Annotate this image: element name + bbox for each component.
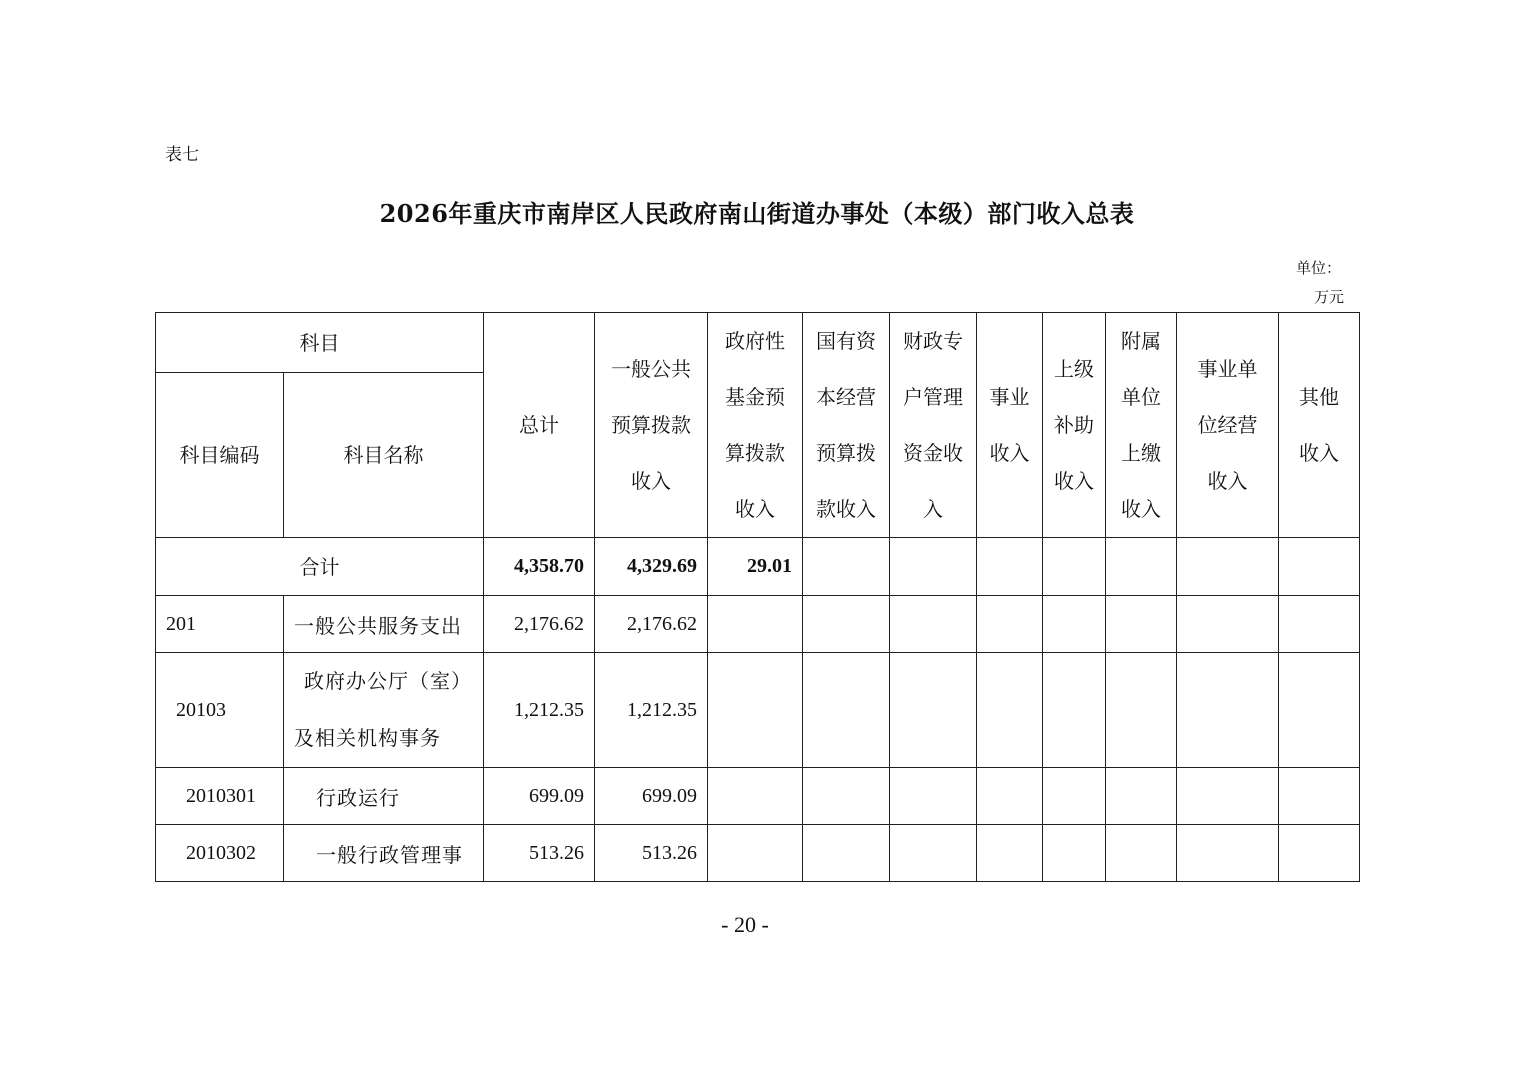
header-line: 事业单: [1197, 357, 1258, 381]
table-row: [156, 768, 1360, 825]
empty-cell: [1106, 768, 1177, 825]
total-cell: 4,358.70: [484, 538, 595, 596]
empty-cell: [1279, 768, 1360, 825]
empty-cell: [708, 653, 803, 768]
row-name-line: 及相关机构事务: [294, 726, 441, 750]
header-line: 算拨款: [725, 441, 785, 465]
row-code: 2010302: [156, 825, 284, 882]
header-line: 收入: [1299, 441, 1339, 465]
empty-cell: [1279, 538, 1360, 596]
unit-value: 万元: [1314, 288, 1345, 306]
header-business-income: [977, 313, 1043, 538]
header-line: 收入: [735, 497, 775, 521]
header-gov-fund: [708, 313, 803, 538]
empty-cell: [890, 825, 977, 882]
header-line: 国有资: [816, 329, 876, 353]
empty-cell: [977, 596, 1043, 653]
table-row: [156, 653, 1360, 768]
header-line: 收入: [989, 441, 1030, 465]
header-line: 收入: [1121, 497, 1161, 521]
total-row: [156, 538, 1360, 596]
empty-cell: [1177, 768, 1279, 825]
row-name: 一般行政管理事: [284, 825, 484, 882]
empty-cell: [708, 825, 803, 882]
total-gov-fund: 29.01: [708, 538, 803, 596]
empty-cell: [1279, 596, 1360, 653]
unit-label: 单位：: [1296, 259, 1342, 277]
table-row: [156, 596, 1360, 653]
row-general-budget: 699.09: [595, 768, 708, 825]
empty-cell: [1177, 825, 1279, 882]
empty-cell: [977, 538, 1043, 596]
header-line: 其他: [1299, 385, 1339, 409]
header-affiliated-payment: [1106, 313, 1177, 538]
empty-cell: [1043, 825, 1106, 882]
header-line: 政府性: [725, 329, 785, 353]
empty-cell: [1177, 653, 1279, 768]
empty-cell: [803, 596, 890, 653]
header-subject: 科目: [156, 313, 484, 373]
row-name: 一般公共服务支出: [284, 596, 484, 653]
empty-cell: [1177, 538, 1279, 596]
income-summary-table: [155, 312, 1360, 882]
header-business-operation: [1177, 313, 1279, 538]
header-line: 入: [923, 497, 943, 521]
header-line: 收入: [1207, 469, 1248, 493]
empty-cell: [1106, 538, 1177, 596]
table-row: [156, 825, 1360, 882]
header-total: 总计: [484, 313, 595, 538]
row-total: 2,176.62: [484, 596, 595, 653]
empty-cell: [1043, 653, 1106, 768]
header-subject-code: 科目编码: [156, 373, 284, 538]
row-code: 20103: [156, 653, 284, 768]
header-line: 事业: [989, 385, 1030, 409]
empty-cell: [890, 596, 977, 653]
header-subject-name: 科目名称: [284, 373, 484, 538]
empty-cell: [708, 596, 803, 653]
empty-cell: [1279, 653, 1360, 768]
empty-cell: [1043, 768, 1106, 825]
empty-cell: [1106, 653, 1177, 768]
empty-cell: [803, 538, 890, 596]
row-general-budget: 513.26: [595, 825, 708, 882]
header-line: 单位: [1121, 385, 1161, 409]
empty-cell: [1043, 596, 1106, 653]
row-total: 699.09: [484, 768, 595, 825]
header-line: 本经营: [816, 385, 876, 409]
empty-cell: [803, 768, 890, 825]
row-name: [284, 653, 484, 768]
page-title: 2026年重庆市南岸区人民政府南山街道办事处（本级）部门收入总表: [379, 199, 1135, 228]
header-line: 预算拨: [816, 441, 876, 465]
header-line: 上级: [1054, 357, 1094, 381]
empty-cell: [803, 653, 890, 768]
header-line: 户管理: [903, 385, 963, 409]
row-code: 2010301: [156, 768, 284, 825]
header-line: 上缴: [1121, 441, 1161, 465]
total-label: 合计: [156, 538, 484, 596]
empty-cell: [977, 825, 1043, 882]
header-line: 补助: [1054, 413, 1094, 437]
empty-cell: [977, 768, 1043, 825]
header-line: 收入: [1054, 469, 1094, 493]
header-line: 资金收: [903, 441, 963, 465]
row-general-budget: 1,212.35: [595, 653, 708, 768]
header-line: 预算拨款: [611, 413, 691, 437]
header-other-income: [1279, 313, 1360, 538]
empty-cell: [890, 768, 977, 825]
header-line: 位经营: [1197, 413, 1258, 437]
empty-cell: [803, 825, 890, 882]
empty-cell: [977, 653, 1043, 768]
header-state-capital: [803, 313, 890, 538]
empty-cell: [1043, 538, 1106, 596]
header-line: 收入: [631, 469, 671, 493]
header-fiscal-special: [890, 313, 977, 538]
header-superior-subsidy: [1043, 313, 1106, 538]
empty-cell: [708, 768, 803, 825]
empty-cell: [1106, 825, 1177, 882]
empty-cell: [1106, 596, 1177, 653]
page-number: - 20 -: [721, 912, 769, 937]
row-name: 行政运行: [284, 768, 484, 825]
row-total: 513.26: [484, 825, 595, 882]
header-row-1: [156, 313, 1360, 373]
table-label: 表七: [165, 145, 199, 165]
empty-cell: [890, 538, 977, 596]
header-line: 一般公共: [611, 357, 691, 381]
total-general-budget: 4,329.69: [595, 538, 708, 596]
header-line: 财政专: [903, 329, 963, 353]
row-name-line: 政府办公厅（室）: [304, 669, 472, 693]
row-general-budget: 2,176.62: [595, 596, 708, 653]
header-line: 基金预: [725, 385, 785, 409]
header-general-budget: [595, 313, 708, 538]
empty-cell: [1177, 596, 1279, 653]
header-line: 附属: [1121, 329, 1161, 353]
row-code: 201: [156, 596, 284, 653]
row-total: 1,212.35: [484, 653, 595, 768]
empty-cell: [1279, 825, 1360, 882]
empty-cell: [890, 653, 977, 768]
header-line: 款收入: [816, 497, 876, 521]
